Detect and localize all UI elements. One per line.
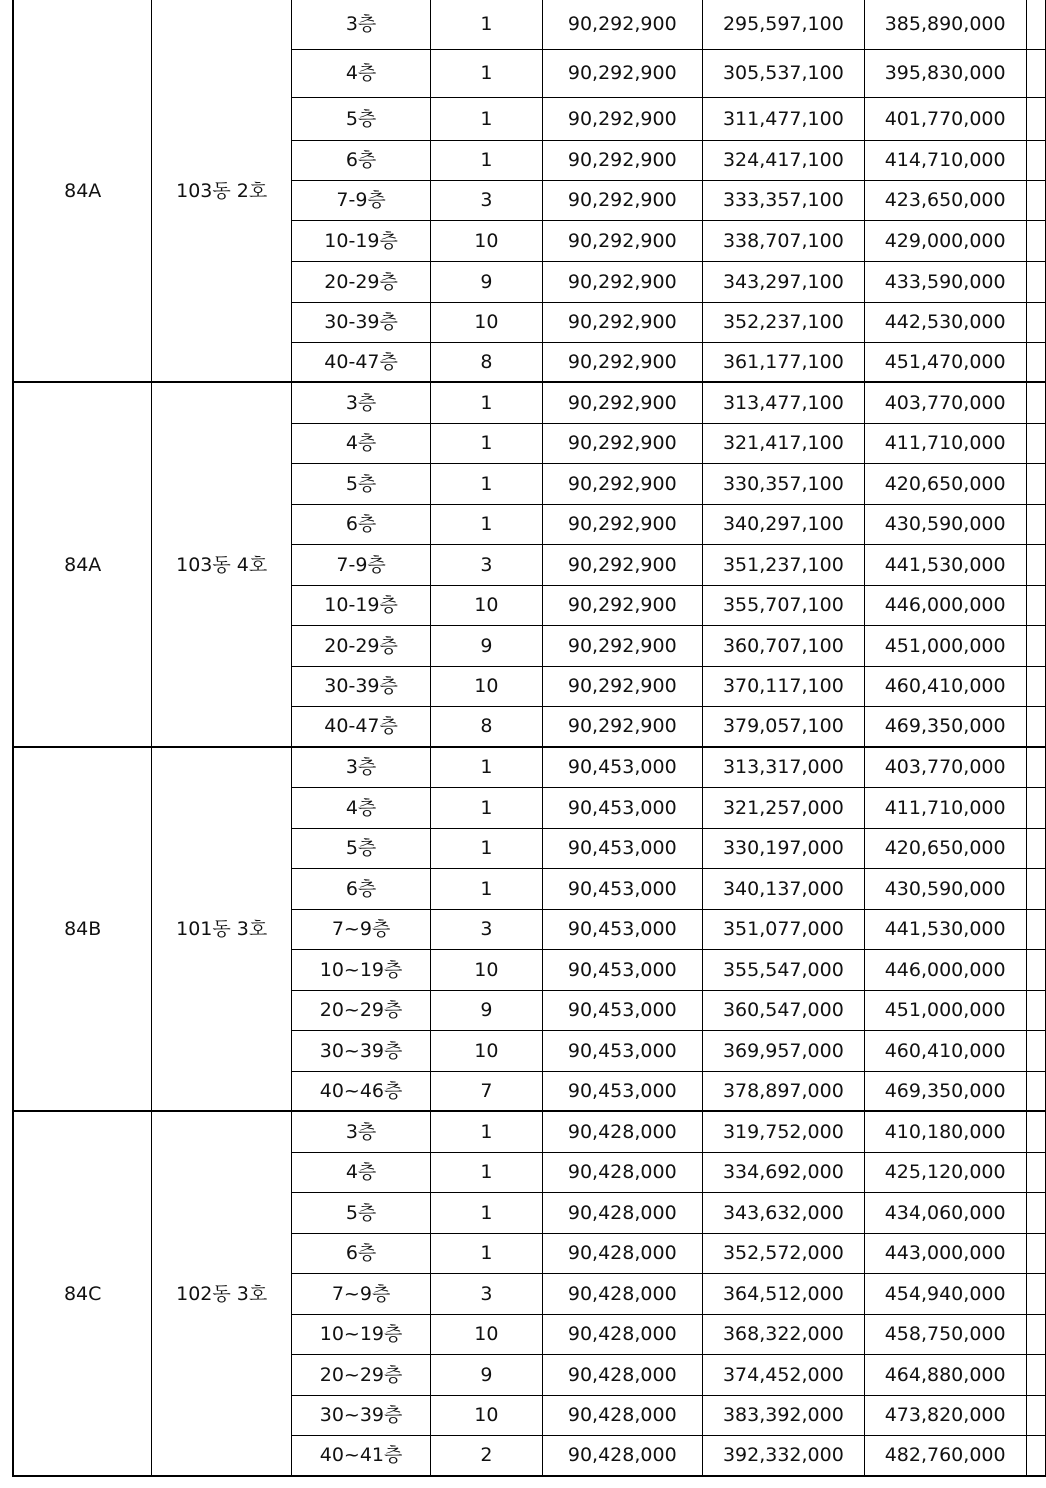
- cut-off-column-cell: [1026, 49, 1045, 97]
- cut-off-column-cell: [1026, 1071, 1045, 1111]
- total-price-cell: 401,770,000: [864, 97, 1026, 140]
- building-price-cell: 379,057,100: [703, 706, 865, 747]
- total-price-cell: 423,650,000: [864, 180, 1026, 220]
- land-price-cell: 90,453,000: [542, 747, 702, 787]
- building-price-cell: 343,632,000: [703, 1192, 865, 1233]
- building-price-cell: 311,477,100: [703, 97, 865, 140]
- table-row: [13, 1111, 1046, 1152]
- unit-count-cell: 8: [431, 706, 542, 747]
- total-price-cell: 411,710,000: [864, 423, 1026, 463]
- floor-cell: 5층: [291, 463, 430, 504]
- total-price-cell: 420,650,000: [864, 828, 1026, 868]
- cut-off-column-cell: [1026, 342, 1045, 382]
- total-price-cell: 425,120,000: [864, 1152, 1026, 1192]
- building-price-cell: 305,537,100: [703, 49, 865, 97]
- floor-cell: 6층: [291, 140, 430, 180]
- floor-cell: 10~19층: [291, 1314, 430, 1354]
- total-price-cell: 403,770,000: [864, 382, 1026, 423]
- floor-cell: 40~41층: [291, 1435, 430, 1476]
- land-price-cell: 90,453,000: [542, 868, 702, 909]
- building-price-cell: 330,197,000: [703, 828, 865, 868]
- total-price-cell: 441,530,000: [864, 544, 1026, 585]
- land-price-cell: 90,292,900: [542, 302, 702, 342]
- unit-count-cell: 1: [431, 423, 542, 463]
- unit-count-cell: 10: [431, 302, 542, 342]
- total-price-cell: 451,000,000: [864, 625, 1026, 666]
- unit-count-cell: 10: [431, 666, 542, 706]
- unit-count-cell: 1: [431, 747, 542, 787]
- land-price-cell: 90,292,900: [542, 0, 702, 49]
- floor-cell: 20~29층: [291, 990, 430, 1030]
- total-price-cell: 385,890,000: [864, 0, 1026, 49]
- total-price-cell: 442,530,000: [864, 302, 1026, 342]
- unit-count-cell: 1: [431, 382, 542, 423]
- land-price-cell: 90,292,900: [542, 625, 702, 666]
- total-price-cell: 430,590,000: [864, 868, 1026, 909]
- floor-cell: 3층: [291, 747, 430, 787]
- building-price-cell: 360,547,000: [703, 990, 865, 1030]
- unit-count-cell: 1: [431, 140, 542, 180]
- cut-off-column-cell: [1026, 382, 1045, 423]
- cut-off-column-cell: [1026, 828, 1045, 868]
- unit-count-cell: 10: [431, 949, 542, 990]
- total-price-cell: 473,820,000: [864, 1395, 1026, 1435]
- cut-off-column-cell: [1026, 423, 1045, 463]
- building-price-cell: 374,452,000: [703, 1354, 865, 1395]
- land-price-cell: 90,292,900: [542, 382, 702, 423]
- unit-count-cell: 1: [431, 0, 542, 49]
- unit-count-cell: 1: [431, 1233, 542, 1273]
- unit-count-cell: 10: [431, 220, 542, 261]
- floor-cell: 10-19층: [291, 220, 430, 261]
- floor-cell: 7-9층: [291, 544, 430, 585]
- unit-count-cell: 1: [431, 1111, 542, 1152]
- building-price-cell: 351,237,100: [703, 544, 865, 585]
- total-price-cell: 469,350,000: [864, 1071, 1026, 1111]
- cut-off-column-cell: [1026, 463, 1045, 504]
- cut-off-column-cell: [1026, 0, 1045, 49]
- floor-cell: 30~39층: [291, 1395, 430, 1435]
- total-price-cell: 464,880,000: [864, 1354, 1026, 1395]
- unit-count-cell: 9: [431, 990, 542, 1030]
- land-price-cell: 90,428,000: [542, 1152, 702, 1192]
- land-price-cell: 90,292,900: [542, 180, 702, 220]
- total-price-cell: 433,590,000: [864, 261, 1026, 302]
- building-unit-cell: 101동 3호: [152, 747, 292, 1111]
- total-price-cell: 395,830,000: [864, 49, 1026, 97]
- floor-cell: 4층: [291, 423, 430, 463]
- building-price-cell: 295,597,100: [703, 0, 865, 49]
- floor-cell: 5층: [291, 828, 430, 868]
- cut-off-column-cell: [1026, 868, 1045, 909]
- unit-count-cell: 1: [431, 787, 542, 828]
- table-row: [13, 382, 1046, 423]
- land-price-cell: 90,453,000: [542, 828, 702, 868]
- land-price-cell: 90,292,900: [542, 49, 702, 97]
- building-price-cell: 369,957,000: [703, 1030, 865, 1071]
- cut-off-column-cell: [1026, 747, 1045, 787]
- building-price-cell: 321,417,100: [703, 423, 865, 463]
- floor-cell: 6층: [291, 1233, 430, 1273]
- unit-count-cell: 9: [431, 625, 542, 666]
- building-price-cell: 321,257,000: [703, 787, 865, 828]
- floor-cell: 5층: [291, 1192, 430, 1233]
- floor-cell: 10-19층: [291, 585, 430, 625]
- cut-off-column-cell: [1026, 544, 1045, 585]
- total-price-cell: 451,000,000: [864, 990, 1026, 1030]
- building-price-cell: 355,547,000: [703, 949, 865, 990]
- cut-off-column-cell: [1026, 1314, 1045, 1354]
- cut-off-column-cell: [1026, 1192, 1045, 1233]
- building-price-cell: 338,707,100: [703, 220, 865, 261]
- floor-cell: 20-29층: [291, 261, 430, 302]
- total-price-cell: 420,650,000: [864, 463, 1026, 504]
- land-price-cell: 90,428,000: [542, 1273, 702, 1314]
- building-price-cell: 392,332,000: [703, 1435, 865, 1476]
- building-price-cell: 355,707,100: [703, 585, 865, 625]
- floor-cell: 30~39층: [291, 1030, 430, 1071]
- cut-off-column-cell: [1026, 504, 1045, 544]
- building-price-cell: 351,077,000: [703, 909, 865, 949]
- land-price-cell: 90,292,900: [542, 585, 702, 625]
- building-price-cell: 340,297,100: [703, 504, 865, 544]
- cut-off-column-cell: [1026, 990, 1045, 1030]
- land-price-cell: 90,453,000: [542, 949, 702, 990]
- land-price-cell: 90,292,900: [542, 220, 702, 261]
- total-price-cell: 411,710,000: [864, 787, 1026, 828]
- floor-cell: 6층: [291, 504, 430, 544]
- cut-off-column-cell: [1026, 97, 1045, 140]
- floor-cell: 7~9층: [291, 1273, 430, 1314]
- floor-cell: 3층: [291, 0, 430, 49]
- land-price-cell: 90,292,900: [542, 97, 702, 140]
- unit-count-cell: 1: [431, 1192, 542, 1233]
- land-price-cell: 90,292,900: [542, 423, 702, 463]
- total-price-cell: 460,410,000: [864, 666, 1026, 706]
- building-price-cell: 334,692,000: [703, 1152, 865, 1192]
- cut-off-column-cell: [1026, 1233, 1045, 1273]
- total-price-cell: 460,410,000: [864, 1030, 1026, 1071]
- cut-off-column-cell: [1026, 1395, 1045, 1435]
- land-price-cell: 90,453,000: [542, 909, 702, 949]
- cut-off-column-cell: [1026, 909, 1045, 949]
- total-price-cell: 469,350,000: [864, 706, 1026, 747]
- land-price-cell: 90,292,900: [542, 261, 702, 302]
- cut-off-column-cell: [1026, 1435, 1045, 1476]
- unit-count-cell: 1: [431, 49, 542, 97]
- floor-cell: 40-47층: [291, 342, 430, 382]
- cut-off-column-cell: [1026, 706, 1045, 747]
- floor-cell: 30-39층: [291, 302, 430, 342]
- cut-off-column-cell: [1026, 220, 1045, 261]
- land-price-cell: 90,292,900: [542, 140, 702, 180]
- unit-count-cell: 3: [431, 909, 542, 949]
- housing-type-cell: 84A: [13, 0, 152, 382]
- floor-cell: 10~19층: [291, 949, 430, 990]
- building-price-cell: 352,237,100: [703, 302, 865, 342]
- building-unit-cell: 103동 2호: [152, 0, 292, 382]
- floor-cell: 4층: [291, 1152, 430, 1192]
- total-price-cell: 403,770,000: [864, 747, 1026, 787]
- total-price-cell: 410,180,000: [864, 1111, 1026, 1152]
- land-price-cell: 90,428,000: [542, 1233, 702, 1273]
- floor-cell: 30-39층: [291, 666, 430, 706]
- unit-count-cell: 1: [431, 97, 542, 140]
- land-price-cell: 90,428,000: [542, 1192, 702, 1233]
- total-price-cell: 434,060,000: [864, 1192, 1026, 1233]
- cut-off-column-cell: [1026, 666, 1045, 706]
- building-price-cell: 330,357,100: [703, 463, 865, 504]
- building-price-cell: 313,317,000: [703, 747, 865, 787]
- cut-off-column-cell: [1026, 1354, 1045, 1395]
- cut-off-column-cell: [1026, 261, 1045, 302]
- land-price-cell: 90,453,000: [542, 1030, 702, 1071]
- land-price-cell: 90,292,900: [542, 706, 702, 747]
- total-price-cell: 441,530,000: [864, 909, 1026, 949]
- building-price-cell: 313,477,100: [703, 382, 865, 423]
- land-price-cell: 90,453,000: [542, 990, 702, 1030]
- land-price-cell: 90,428,000: [542, 1354, 702, 1395]
- table-row: [13, 0, 1046, 49]
- total-price-cell: 482,760,000: [864, 1435, 1026, 1476]
- building-price-cell: 340,137,000: [703, 868, 865, 909]
- building-price-cell: 361,177,100: [703, 342, 865, 382]
- cut-off-column-cell: [1026, 1152, 1045, 1192]
- floor-cell: 4층: [291, 49, 430, 97]
- cut-off-column-cell: [1026, 140, 1045, 180]
- total-price-cell: 458,750,000: [864, 1314, 1026, 1354]
- building-price-cell: 364,512,000: [703, 1273, 865, 1314]
- unit-count-cell: 9: [431, 261, 542, 302]
- land-price-cell: 90,453,000: [542, 1071, 702, 1111]
- unit-count-cell: 1: [431, 868, 542, 909]
- building-price-cell: 319,752,000: [703, 1111, 865, 1152]
- unit-count-cell: 10: [431, 585, 542, 625]
- cut-off-column-cell: [1026, 302, 1045, 342]
- floor-cell: 40~46층: [291, 1071, 430, 1111]
- cut-off-column-cell: [1026, 625, 1045, 666]
- building-price-cell: 352,572,000: [703, 1233, 865, 1273]
- land-price-cell: 90,428,000: [542, 1111, 702, 1152]
- floor-cell: 20~29층: [291, 1354, 430, 1395]
- cut-off-column-cell: [1026, 949, 1045, 990]
- total-price-cell: 443,000,000: [864, 1233, 1026, 1273]
- unit-count-cell: 3: [431, 180, 542, 220]
- unit-count-cell: 1: [431, 1152, 542, 1192]
- total-price-cell: 429,000,000: [864, 220, 1026, 261]
- unit-count-cell: 10: [431, 1030, 542, 1071]
- unit-count-cell: 10: [431, 1314, 542, 1354]
- unit-count-cell: 3: [431, 544, 542, 585]
- housing-type-cell: 84B: [13, 747, 152, 1111]
- building-price-cell: 343,297,100: [703, 261, 865, 302]
- total-price-cell: 430,590,000: [864, 504, 1026, 544]
- unit-count-cell: 1: [431, 828, 542, 868]
- land-price-cell: 90,292,900: [542, 463, 702, 504]
- unit-count-cell: 3: [431, 1273, 542, 1314]
- total-price-cell: 454,940,000: [864, 1273, 1026, 1314]
- building-price-cell: 378,897,000: [703, 1071, 865, 1111]
- floor-cell: 5층: [291, 97, 430, 140]
- cut-off-column-cell: [1026, 1030, 1045, 1071]
- floor-cell: 20-29층: [291, 625, 430, 666]
- unit-count-cell: 10: [431, 1395, 542, 1435]
- floor-cell: 40-47층: [291, 706, 430, 747]
- building-price-cell: 383,392,000: [703, 1395, 865, 1435]
- unit-count-cell: 1: [431, 463, 542, 504]
- total-price-cell: 414,710,000: [864, 140, 1026, 180]
- building-price-cell: 368,322,000: [703, 1314, 865, 1354]
- land-price-cell: 90,428,000: [542, 1314, 702, 1354]
- unit-count-cell: 9: [431, 1354, 542, 1395]
- unit-count-cell: 2: [431, 1435, 542, 1476]
- table-row: [13, 747, 1046, 787]
- total-price-cell: 446,000,000: [864, 585, 1026, 625]
- housing-type-cell: 84A: [13, 382, 152, 747]
- total-price-cell: 446,000,000: [864, 949, 1026, 990]
- building-price-cell: 370,117,100: [703, 666, 865, 706]
- housing-type-cell: 84C: [13, 1111, 152, 1476]
- total-price-cell: 451,470,000: [864, 342, 1026, 382]
- floor-cell: 6층: [291, 868, 430, 909]
- cut-off-column-cell: [1026, 1273, 1045, 1314]
- floor-cell: 3층: [291, 1111, 430, 1152]
- building-price-cell: 324,417,100: [703, 140, 865, 180]
- building-unit-cell: 102동 3호: [152, 1111, 292, 1476]
- building-unit-cell: 103동 4호: [152, 382, 292, 747]
- building-price-cell: 360,707,100: [703, 625, 865, 666]
- land-price-cell: 90,453,000: [542, 787, 702, 828]
- land-price-cell: 90,292,900: [542, 666, 702, 706]
- unit-count-cell: 1: [431, 504, 542, 544]
- price-table: [12, 0, 1046, 1477]
- floor-cell: 7~9층: [291, 909, 430, 949]
- building-price-cell: 333,357,100: [703, 180, 865, 220]
- land-price-cell: 90,428,000: [542, 1435, 702, 1476]
- unit-count-cell: 7: [431, 1071, 542, 1111]
- land-price-cell: 90,428,000: [542, 1395, 702, 1435]
- cut-off-column-cell: [1026, 585, 1045, 625]
- land-price-cell: 90,292,900: [542, 342, 702, 382]
- cut-off-column-cell: [1026, 180, 1045, 220]
- price-table-body: [13, 0, 1046, 1476]
- land-price-cell: 90,292,900: [542, 504, 702, 544]
- floor-cell: 4층: [291, 787, 430, 828]
- cut-off-column-cell: [1026, 787, 1045, 828]
- cut-off-column-cell: [1026, 1111, 1045, 1152]
- unit-count-cell: 8: [431, 342, 542, 382]
- land-price-cell: 90,292,900: [542, 544, 702, 585]
- floor-cell: 7-9층: [291, 180, 430, 220]
- floor-cell: 3층: [291, 382, 430, 423]
